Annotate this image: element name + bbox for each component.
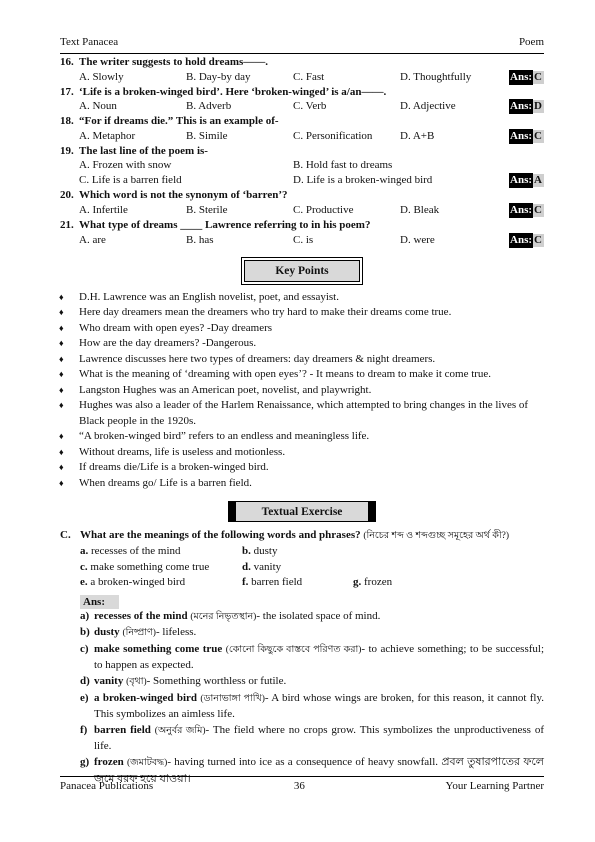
option: A. Infertile	[79, 203, 128, 216]
list-item: ♦ Lawrence discusses here two types of dreamers: day dreamers & night dreamers.	[60, 352, 544, 368]
word-item: f. barren field	[242, 576, 303, 589]
header-left: Text Panacea	[60, 36, 119, 48]
diamond-bullet-icon: ♦	[59, 446, 64, 457]
word-item: d. vanity	[242, 560, 282, 573]
list-item: ♦ Langston Hughes was an American poet, novelist, and playwright.	[60, 383, 544, 399]
heading-bar-right	[368, 502, 375, 521]
option: C. Personification	[293, 129, 373, 142]
diamond-bullet-icon: ♦	[59, 369, 64, 380]
page-footer	[60, 776, 544, 792]
option: A. are	[79, 233, 106, 246]
answer-item: d) vanity (বৃথা)- Something worthless or futile.	[80, 674, 287, 687]
list-item: ♦ Hughes was also a leader of the Harlem Renaissance, which attempted to bring changes in the lives of Black people in the 1920s.	[59, 399, 529, 427]
question-item	[60, 144, 544, 189]
page-number: 36	[293, 780, 305, 792]
answer-badge: Ans: C	[510, 233, 542, 246]
option: A. Slowly	[79, 70, 124, 83]
question-text: “For if dreams die.” This is an example of-	[79, 115, 279, 128]
diamond-bullet-icon: ♦	[59, 400, 64, 411]
option: A. Noun	[79, 100, 117, 113]
header-right: Poem	[518, 36, 544, 48]
diamond-bullet-icon: ♦	[59, 291, 64, 302]
footer-right: Your Learning Partner	[445, 780, 544, 792]
word-item: b. dusty	[242, 545, 278, 558]
diamond-bullet-icon: ♦	[59, 431, 64, 442]
question-item	[60, 114, 544, 144]
diamond-bullet-icon: ♦	[59, 338, 64, 349]
page-header	[60, 36, 544, 54]
question-number: 21.	[60, 218, 74, 231]
question-item	[60, 218, 544, 248]
list-item: ♦ Without dreams, life is useless and motionless.	[60, 445, 544, 461]
option: B. has	[186, 233, 214, 246]
diamond-bullet-icon: ♦	[59, 307, 64, 318]
answer-item: g) frozen (জমাটবদ্ধ)- having turned into ice as a consequence of heavy snowfall. প্রবল তুষারপাতের ফলে জমে বরফ হয়ে যাওয়া।	[80, 755, 544, 785]
page	[60, 36, 544, 787]
question-text: The last line of the poem is-	[79, 144, 208, 157]
question-item	[60, 188, 544, 218]
exercise-question: C. What are the meanings of the following words and phrases? (নিচের শব্দ ও শব্দগুচ্ছ সমূহের অর্থ কী?)	[60, 529, 510, 542]
word-item: g. frozen	[353, 576, 393, 589]
diamond-bullet-icon: ♦	[59, 477, 64, 488]
question-item	[60, 55, 544, 85]
list-item: ♦ What is the meaning of ‘dreaming with open eyes’? - It means to dream to make it come true.	[60, 367, 544, 383]
option: D. Bleak	[400, 203, 440, 216]
word-item: c. make something come true	[80, 560, 210, 573]
list-item: ♦ “A broken-winged bird” refers to an endless and meaningless life.	[60, 429, 544, 445]
list-item: ♦ When dreams go/ Life is a barren field.	[60, 476, 544, 492]
option: B. Day-by day	[186, 70, 251, 83]
diamond-bullet-icon: ♦	[59, 384, 64, 395]
word-item: e. a broken-winged bird	[80, 576, 186, 589]
option: A. Frozen with snow	[79, 159, 172, 172]
option: B. Hold fast to dreams	[293, 159, 393, 172]
mcq-list	[60, 55, 544, 248]
answer-item: b) dusty (নিষ্প্রাণ)- lifeless.	[80, 626, 197, 639]
word-item: a. recesses of the mind	[80, 545, 181, 558]
option: B. Adverb	[186, 100, 232, 113]
option: C. Life is a barren field	[79, 174, 182, 187]
question-text: Which word is not the synonym of ‘barren’?	[79, 189, 288, 202]
answer-item: e) a broken-winged bird (ডানাভাঙ্গা পাখি)- A bird whose wings are broken, for this reason, it cannot fly. This symbolizes an aimless life.	[80, 691, 545, 721]
question-number: 16.	[60, 56, 74, 68]
answer-item: f) barren field (অনুর্বর জমি)- The field where no crops grow. This symbolizes the unproductiveness of life.	[80, 723, 544, 753]
option: B. Sterile	[186, 203, 228, 216]
option: D. Adjective	[400, 100, 456, 113]
question-number: 17.	[60, 85, 74, 98]
question-item	[60, 85, 544, 115]
option: D. A+B	[400, 129, 435, 142]
question-text: What type of dreams ____ Lawrence referring to in his poem?	[79, 218, 371, 231]
option: C. Verb	[293, 100, 327, 113]
answer-item: c) make something come true (কোনো কিছুকে বাস্তবে পরিণত করা)- to achieve something; to be successful; to happen as expected.	[80, 642, 545, 672]
word-list	[60, 544, 544, 591]
answer-badge: Ans: C	[510, 203, 542, 216]
key-points-heading: Key Points	[244, 260, 360, 282]
answer-heading: Ans:	[80, 595, 119, 609]
list-item: ♦ How are the day dreamers? -Dangerous.	[60, 336, 544, 352]
diamond-bullet-icon: ♦	[59, 462, 64, 473]
question-text: The writer suggests to hold dreams——.	[79, 56, 269, 68]
question-text: ‘Life is a broken-winged bird’. Here ‘broken-winged’ is a/an——.	[79, 85, 387, 98]
diamond-bullet-icon: ♦	[59, 353, 64, 364]
list-item: ♦ D.H. Lawrence was an English novelist, poet, and essayist.	[60, 290, 544, 306]
option: A. Metaphor	[79, 129, 136, 142]
key-points-list	[60, 290, 544, 492]
question-number: 20.	[60, 189, 74, 202]
option: C. Fast	[293, 70, 325, 83]
list-item: ♦ If dreams die/Life is a broken-winged bird.	[60, 460, 544, 476]
option: B. Simile	[186, 129, 228, 142]
textual-exercise-heading: Textual Exercise	[228, 501, 376, 522]
answer-badge: Ans: C	[510, 129, 542, 142]
option: D. Life is a broken-winged bird	[293, 174, 433, 187]
option: C. is	[293, 233, 314, 246]
diamond-bullet-icon: ♦	[59, 322, 64, 333]
option: D. Thoughtfully	[400, 70, 472, 83]
answer-list	[60, 609, 544, 788]
question-number: 18.	[60, 115, 74, 128]
answer-badge: Ans: D	[510, 100, 542, 113]
heading-bar-left	[229, 502, 236, 521]
answer-badge: Ans: C	[510, 70, 542, 83]
list-item: ♦ Here day dreamers mean the dreamers who try hard to make their dreams come true.	[60, 305, 544, 321]
answer-item: a) recesses of the mind (মনের নিভৃতস্থান)- the isolated space of mind.	[80, 609, 381, 622]
option: C. Productive	[293, 203, 354, 216]
question-number: 19.	[60, 144, 74, 157]
answer-badge: Ans: A	[510, 174, 542, 187]
option: D. were	[400, 233, 435, 246]
list-item: ♦ Who dream with open eyes? -Day dreamers	[60, 321, 544, 337]
footer-left: Panacea Publications	[60, 780, 154, 792]
